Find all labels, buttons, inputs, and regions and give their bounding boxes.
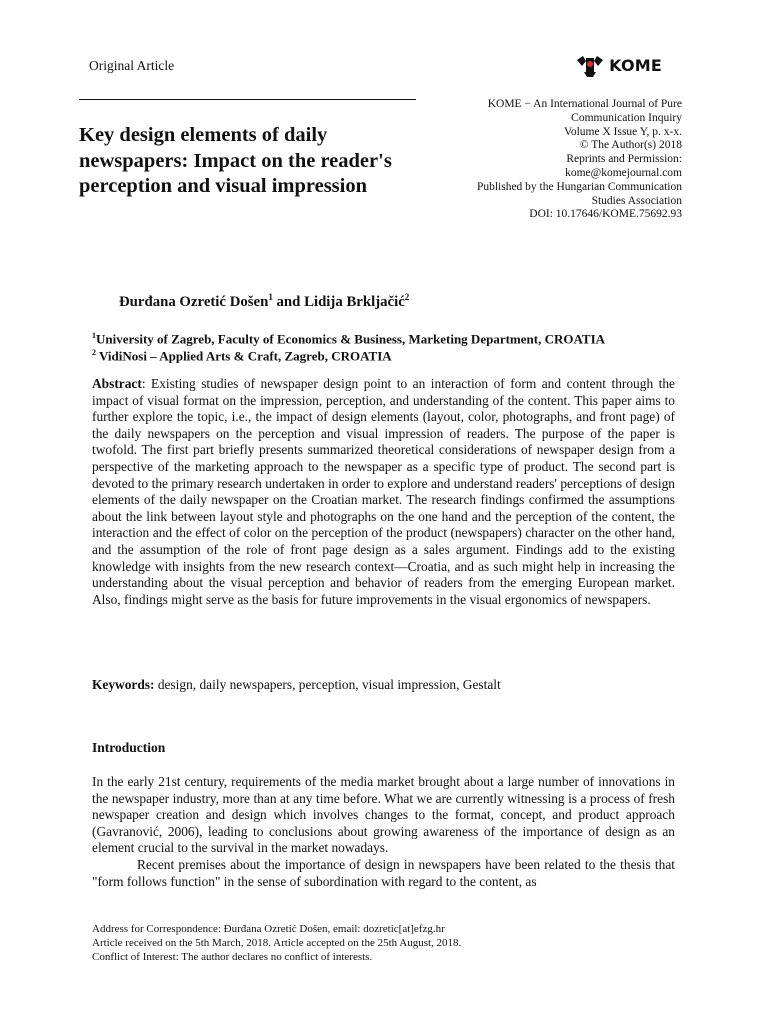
paragraph: Recent premises about the importance of design in newspapers have been related to the thesis that "form follows function" in the sense of subordination with regard to the content, as bbox=[92, 856, 675, 889]
introduction-body bbox=[92, 774, 675, 890]
authors-conjunction: and bbox=[272, 293, 305, 310]
journal-logo bbox=[575, 52, 662, 78]
footnote-correspondence: Address for Correspondence: Đurđana Ozretić Došen, email: dozretic[at]efzg.hr bbox=[92, 923, 445, 935]
section-heading: Introduction bbox=[92, 740, 166, 755]
footnote-received: Article received on the 5th March, 2018. Article accepted on the 25th August, 2018. bbox=[92, 937, 462, 949]
keywords-label: Keywords: bbox=[92, 677, 155, 692]
author-sup: 2 bbox=[404, 292, 410, 302]
journal-line: Volume X Issue Y, p. x-x. bbox=[564, 125, 682, 138]
authors bbox=[119, 292, 409, 311]
journal-line: Reprints and Permission: bbox=[566, 153, 682, 166]
abstract-label: Abstract bbox=[92, 376, 142, 391]
affiliation-text: University of Zagreb, Faculty of Economics & Business, Marketing Department, CROATIA bbox=[96, 331, 606, 347]
article-type-label: Original Article bbox=[89, 58, 175, 73]
footnote bbox=[92, 922, 461, 964]
journal-line: KOME − An International Journal of Pure bbox=[487, 98, 682, 110]
journal-info bbox=[382, 98, 682, 222]
keywords bbox=[92, 677, 675, 694]
article-title: Key design elements of daily newspapers: Impact on the reader's perception and visual impression bbox=[79, 124, 392, 197]
author-sup: 1 bbox=[268, 292, 273, 302]
affiliation-sup: 2 bbox=[92, 348, 96, 357]
logo-wordmark: KOME bbox=[609, 55, 662, 75]
abstract-text: : Existing studies of newspaper design point to an interaction of form and content through the impact of visual format on the impression, perception, and understanding of the content. This paper aims to further explore the topic, i.e., the impact of design elements (layout, color, photographs, and front page) of the daily newspapers on the perception and visual impression of readers. The purpose of the paper is twofold. The first part briefly presents summarized theoretical considerations of newspaper design from a perspective of the marketing approach to the newspaper as a specific type of product. The second part is devoted to the primary research undertaken in order to explore and understand readers' perceptions of design elements of the daily newspaper on the Croatian market. The research findings confirmed the assumptions about the link between layout style and photographs on the one hand and the perception of the content, the interaction and the effect of color on the perception of the product (newspapers) character on the other hand, and the assumption of the role of front page design as a sales argument. Findings add to the existing knowledge with insights from the new research context—Croatia, and as such might help in increasing the understanding about the visual perception and behavior of readers from the emerging European market. Also, findings might serve as the basis for future improvements in the visual ergonomics of newspapers. bbox=[92, 376, 675, 607]
journal-line: kome@komejournal.com bbox=[565, 166, 682, 179]
author-name: Lidija Brkljačić bbox=[304, 293, 405, 310]
footnote-conflict: Conflict of Interest: The author declares no conflict of interests. bbox=[92, 951, 373, 963]
paragraph: In the early 21st century, requirements of the media market brought about a large number of innovations in the newspaper industry, more than at any time before. What we are currently witnessing is a process of fresh newspaper creation and design which involves changes to the format, concept, and product approach (Gavranović, 2006), leading to conclusions about growing awareness of the importance of design as an element crucial to the survival in the market nowadays. bbox=[92, 774, 675, 856]
journal-line: © The Author(s) 2018 bbox=[579, 139, 682, 152]
header-rule bbox=[79, 99, 416, 100]
kome-logo-icon bbox=[575, 52, 605, 78]
author-name: Đurđana Ozretić Došen bbox=[119, 293, 269, 310]
journal-line: Published by the Hungarian Communication bbox=[476, 180, 682, 193]
keywords-text: design, daily newspapers, perception, visual impression, Gestalt bbox=[154, 677, 501, 692]
abstract bbox=[92, 376, 675, 608]
affiliation-text: VidiNosi – Applied Arts & Craft, Zagreb, CROATIA bbox=[96, 348, 392, 364]
affiliation-sup: 1 bbox=[92, 331, 96, 340]
affiliation-2 bbox=[92, 345, 692, 364]
journal-doi: DOI: 10.17646/KOME.75692.93 bbox=[529, 208, 682, 221]
journal-line: Studies Association bbox=[591, 194, 682, 207]
journal-line: Communication Inquiry bbox=[571, 111, 682, 124]
